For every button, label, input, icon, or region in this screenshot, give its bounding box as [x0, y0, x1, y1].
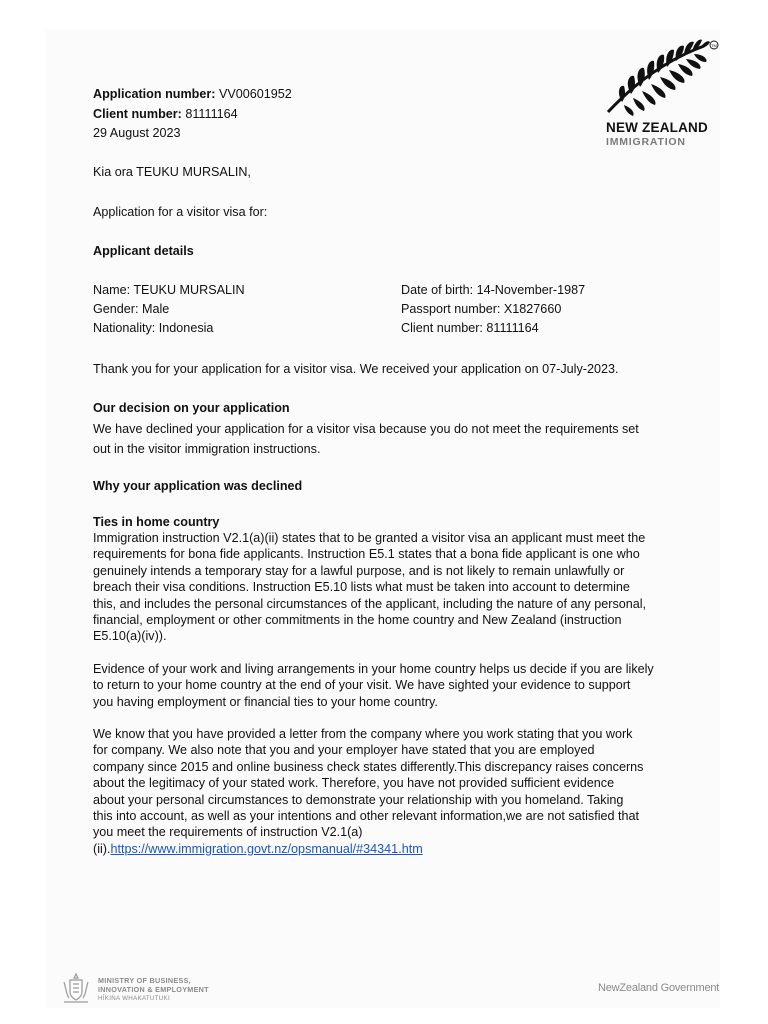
discrepancy-last-line — [93, 841, 683, 857]
evidence-paragraph — [93, 661, 683, 710]
evidence-line: to return to your home country at the end of your visit. We have sighted your evidence to support — [93, 678, 631, 693]
application-number-line — [93, 86, 292, 102]
applicant-nationality: Nationality: Indonesia — [93, 321, 214, 335]
opsmanual-link[interactable]: https://www.immigration.govt.nz/opsmanual/#34341.htm — [110, 841, 423, 856]
coat-of-arms-icon — [60, 972, 92, 1006]
discrepancy-line: you meet the requirements of instruction V2.1(a) — [93, 825, 363, 840]
mbie-footer-logo — [60, 972, 240, 1008]
discrepancy-line: this into account, as well as your intentions and other relevant information,we are not satisfied that — [93, 809, 640, 824]
decision-heading: Our decision on your application — [93, 401, 290, 415]
trademark-mark: TM — [711, 42, 717, 48]
applicant-details-heading: Applicant details — [93, 244, 194, 258]
logo-line-immigration: IMMIGRATION — [606, 136, 686, 148]
ties-line: E5.10(a)(iv)). — [93, 629, 167, 644]
application-number-value: VV00601952 — [218, 87, 292, 101]
nz-immigration-logo — [604, 38, 720, 150]
ties-line: Immigration instruction V2.1(a)(ii) states that to be granted a visitor visa an applicant must meet the — [93, 531, 646, 545]
evidence-line: Evidence of your work and living arrangements in your home country helps us decide if you are likely — [93, 662, 654, 676]
ties-paragraph — [93, 530, 683, 645]
evidence-line: you having employment or financial ties to your home country. — [93, 694, 438, 709]
logo-line-new-zealand: NEW ZEALAND — [606, 120, 708, 135]
greeting: Kia ora TEUKU MURSALIN, — [93, 165, 251, 179]
ministry-line: HĪKINA WHAKATUTUKI — [98, 995, 170, 1002]
letter-date: 29 August 2023 — [93, 126, 181, 140]
applicant-name: Name: TEUKU MURSALIN — [93, 283, 245, 297]
instruction-suffix: (ii). — [93, 841, 111, 856]
decision-line: out in the visitor immigration instructions. — [93, 442, 321, 456]
ministry-line: MINISTRY OF BUSINESS, — [98, 976, 191, 985]
subject-line: Application for a visitor visa for: — [93, 205, 268, 219]
application-number-label: Application number: — [93, 87, 216, 101]
discrepancy-line: We know that you have provided a letter from the company where you work stating that you work — [93, 727, 633, 741]
client-number-value: 81111164 — [185, 107, 238, 121]
silver-fern-icon — [604, 38, 720, 120]
applicant-passport: Passport number: X1827660 — [401, 302, 562, 316]
why-declined-heading: Why your application was declined — [93, 479, 303, 493]
ties-line: requirements for bona fide applicants. Instruction E5.1 states that a bona fide applicant is one who — [93, 547, 640, 562]
decision-line: We have declined your application for a visitor visa because you do not meet the requirements set — [93, 422, 639, 436]
discrepancy-line: company since 2015 and online business check states differently.This discrepancy raises concerns — [93, 759, 644, 774]
ties-line: genuinely intends a temporary stay for a lawful purpose, and is not likely to remain unlawfully or — [93, 563, 625, 578]
ties-heading: Ties in home country — [93, 515, 220, 529]
discrepancy-paragraph — [93, 726, 683, 857]
ministry-line: INNOVATION & EMPLOYMENT — [98, 985, 209, 994]
applicant-dob: Date of birth: 14-November-1987 — [401, 283, 586, 297]
nz-government-logo: NewZealand Government — [598, 982, 720, 994]
applicant-client-number: Client number: 81111164 — [401, 321, 539, 335]
ties-line: this, and includes the personal circumstances of the applicant, including the nature of any personal, — [93, 596, 647, 611]
client-number-label: Client number: — [93, 107, 182, 121]
thank-you-line: Thank you for your application for a visitor visa. We received your application on 07-July-2023. — [93, 362, 619, 376]
decision-paragraph — [93, 419, 683, 459]
ties-line: financial, employment or other commitments in the home country and New Zealand (instruction — [93, 613, 622, 628]
discrepancy-line: about the legitimacy of your stated work. Therefore, you have not provided sufficient evidence — [93, 776, 615, 791]
applicant-gender: Gender: Male — [93, 302, 170, 316]
client-number-line — [93, 106, 238, 122]
ties-line: breach their visa conditions. Instruction E5.10 lists what must be taken into account to determine — [93, 580, 630, 595]
discrepancy-line: about your personal circumstances to demonstrate your relationship with you homeland. Taking — [93, 792, 624, 807]
discrepancy-line: for company. We also note that you and your employer have stated that you are employed — [93, 743, 595, 758]
